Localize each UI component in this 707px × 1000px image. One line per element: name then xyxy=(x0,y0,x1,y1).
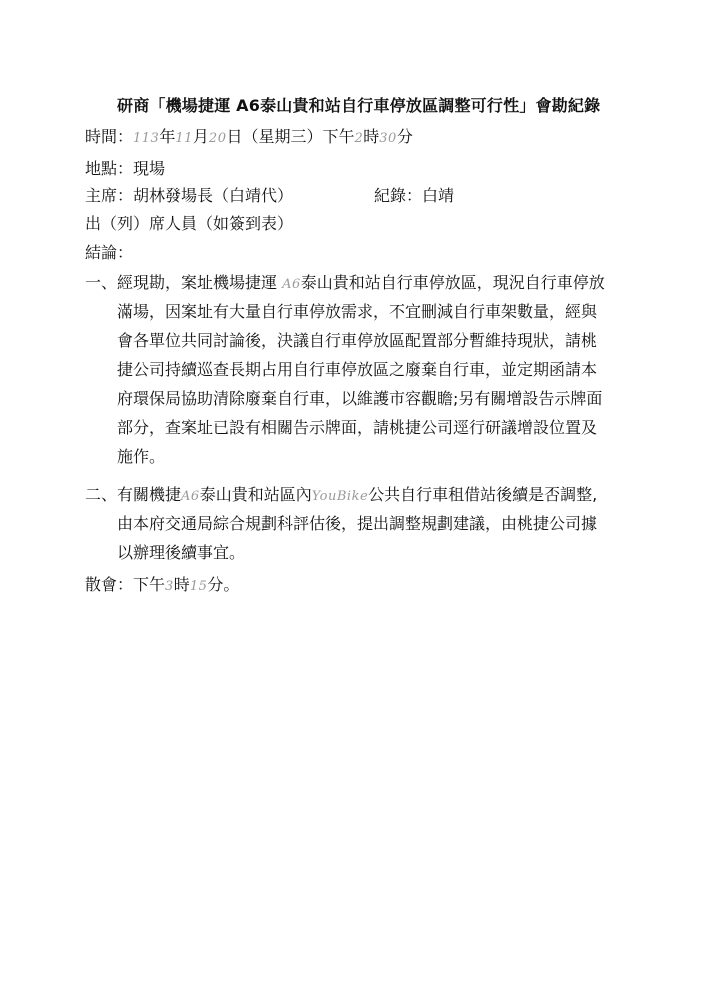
item-text: 泰山貴和站區內 xyxy=(199,485,312,504)
meeting-recorder: 紀錄：白靖 xyxy=(374,186,455,205)
time-month-suffix: 月 xyxy=(192,127,209,146)
item-text: 有關機捷 xyxy=(117,485,182,504)
time-hour-suffix: 時 xyxy=(363,127,380,146)
item-line xyxy=(117,482,597,505)
adjourn-hour-suffix: 時 xyxy=(173,575,190,594)
item-handwritten: A6 xyxy=(282,277,301,292)
item-line xyxy=(117,270,605,293)
time-hour: 2 xyxy=(354,131,364,146)
adjourn-label: 散會：下午 xyxy=(85,575,166,594)
time-minute-suffix: 分 xyxy=(396,127,413,146)
item-line: 府環保局協助清除廢棄自行車，以維護市容觀瞻;另有關增設告示牌面 xyxy=(117,389,603,408)
item-handwritten: A6 xyxy=(181,489,200,504)
item-line: 以辦理後續事宜。 xyxy=(117,543,246,562)
item-handwritten: YouBike xyxy=(311,489,369,504)
item-text: 經現勘，案址機場捷運 xyxy=(117,273,283,292)
item-line: 施作。 xyxy=(117,447,166,466)
attendees: 出（列）席人員（如簽到表） xyxy=(85,214,294,233)
time-year-suffix: 年 xyxy=(159,127,176,146)
document-title: 研商「機場捷運 A6泰山貴和站自行車停放區調整可行性」會勘紀錄 xyxy=(117,96,601,115)
item-line: 部分，查案址已設有相關告示牌面，請桃捷公司逕行研議增設位置及 xyxy=(117,418,598,437)
item-line: 由本府交通局綜合規劃科評估後，提出調整規劃建議，由桃捷公司據 xyxy=(117,514,598,533)
time-day-suffix: 日（星期三）下午 xyxy=(226,127,355,146)
time-day: 20 xyxy=(208,131,227,146)
item-line: 捷公司持續巡查長期占用自行車停放區之廢棄自行車，並定期函請本 xyxy=(117,360,598,379)
item-text: 公共自行車租借站後續是否調整, xyxy=(368,485,598,504)
adjourn-hour: 3 xyxy=(165,579,174,594)
item-number: 一、 xyxy=(85,273,118,292)
item-line: 滿場，因案址有大量自行車停放需求，不宜刪減自行車架數量，經與 xyxy=(117,302,598,321)
conclusion-label: 結論： xyxy=(85,243,134,262)
item-line: 會各單位共同討論後，決議自行車停放區配置部分暫維持現狀，請桃 xyxy=(117,331,598,350)
meeting-time xyxy=(85,124,413,147)
meeting-chair: 主席：胡林發場長（白靖代） xyxy=(85,186,294,205)
conclusion-item-2 xyxy=(85,482,665,562)
time-month: 11 xyxy=(175,131,193,146)
adjourn-minute: 15 xyxy=(189,579,208,594)
time-year: 113 xyxy=(133,131,160,146)
adjourn-minute-suffix: 分。 xyxy=(207,575,240,594)
conclusion-item-1 xyxy=(85,270,665,470)
time-label: 時間： xyxy=(85,127,134,146)
time-minute: 30 xyxy=(379,131,397,146)
meeting-place: 地點：現場 xyxy=(85,159,166,178)
item-text: 泰山貴和站自行車停放區，現況自行車停放 xyxy=(300,273,605,292)
item-number: 二、 xyxy=(85,485,118,504)
adjourn-time xyxy=(85,572,239,595)
